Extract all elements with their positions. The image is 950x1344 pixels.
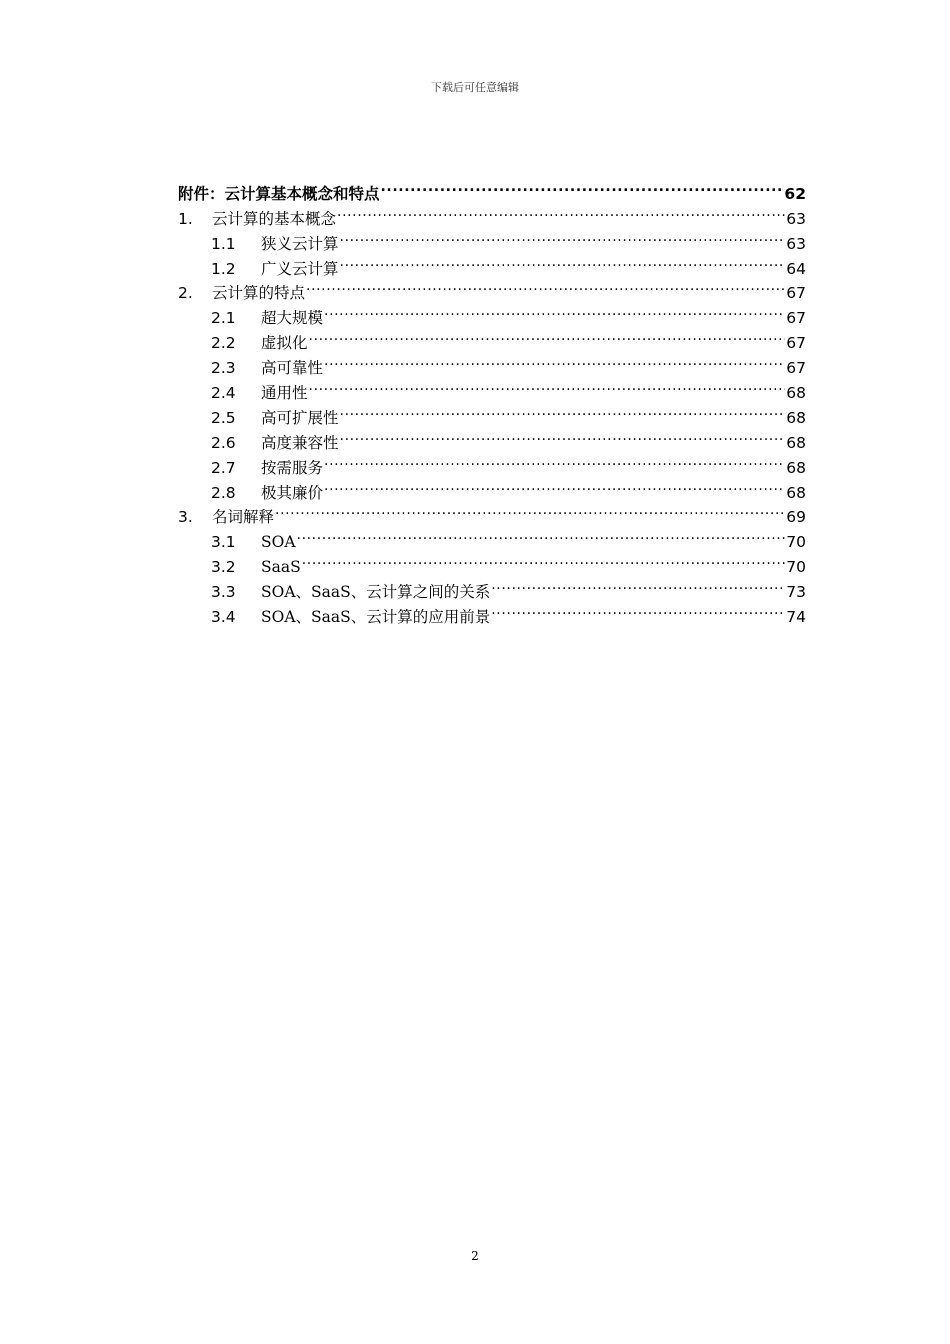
toc-entry-title: 按需服务 — [261, 458, 324, 477]
toc-dot-leader — [340, 249, 786, 274]
toc-entry-number: 2.8 — [211, 483, 236, 502]
toc-dot-leader — [302, 547, 786, 572]
toc-entry-title: SaaS — [261, 558, 301, 577]
toc-entry-page: 68 — [786, 408, 806, 427]
page-number: 2 — [471, 1249, 479, 1263]
toc-dot-leader — [324, 473, 785, 498]
toc-entry-page: 73 — [786, 583, 806, 602]
toc-entry-page: 68 — [786, 483, 806, 502]
toc-entry-title: 高度兼容性 — [261, 433, 339, 452]
toc-entry-title: 高可扩展性 — [261, 408, 339, 427]
toc-entry-title: 高可靠性 — [261, 359, 324, 378]
table-of-contents — [178, 174, 806, 627]
toc-dot-leader — [297, 522, 786, 547]
toc-entry-page: 70 — [786, 558, 806, 577]
toc-entry-page: 68 — [786, 433, 806, 452]
toc-entry-number: 2.7 — [211, 458, 236, 477]
toc-entry-number: 2.5 — [211, 408, 236, 427]
toc-entry-page: 64 — [786, 259, 806, 278]
toc-entry-title: 极其廉价 — [261, 483, 324, 502]
toc-entry-number: 3.2 — [211, 558, 236, 577]
toc-entry-number: 3.1 — [211, 533, 236, 552]
toc-dot-leader — [309, 323, 786, 348]
page-header: 下载后可任意编辑 — [431, 81, 519, 94]
toc-entry-title: 名词解释 — [212, 508, 275, 527]
toc-entry-number: 2.1 — [211, 309, 236, 328]
toc-entry-title: 云计算的基本概念 — [212, 209, 337, 228]
toc-entry-page: 62 — [784, 184, 806, 203]
toc-entry-page: 67 — [786, 359, 806, 378]
toc-dot-leader — [491, 572, 785, 597]
toc-entry-appendix[interactable] — [178, 174, 806, 203]
toc-dot-leader — [324, 348, 785, 373]
toc-dot-leader — [340, 224, 786, 249]
toc-entry-title: 虚拟化 — [261, 334, 308, 353]
toc-dot-leader — [306, 274, 785, 299]
toc-entry-page: 67 — [786, 334, 806, 353]
toc-entry-page: 67 — [786, 309, 806, 328]
toc-dot-leader — [309, 373, 786, 398]
toc-entry-page: 63 — [786, 209, 806, 228]
toc-entry-title: SOA — [261, 533, 296, 552]
toc-entry-number: 2.2 — [211, 334, 236, 353]
toc-entry-title: SOA、SaaS、云计算之间的关系 — [261, 583, 491, 602]
toc-entry-number: 3. — [178, 508, 193, 527]
toc-entry-number: 1.1 — [211, 234, 236, 253]
toc-entry-title: 附件：云计算基本概念和特点 — [178, 183, 380, 203]
toc-entry-title: 广义云计算 — [261, 259, 339, 278]
toc-entry-number: 2.6 — [211, 433, 236, 452]
toc-entry-number: 2.3 — [211, 359, 236, 378]
toc-entry-page: 68 — [786, 458, 806, 477]
toc-entry-title: 通用性 — [261, 384, 308, 403]
toc-dot-leader — [275, 498, 785, 523]
toc-entry-title: 狭义云计算 — [261, 234, 339, 253]
toc-entry-number: 1. — [178, 209, 193, 228]
toc-entry-number: 2.4 — [211, 384, 236, 403]
toc-entry-page: 69 — [786, 508, 806, 527]
toc-entry-title: 超大规模 — [261, 309, 324, 328]
toc-entry-page: 74 — [786, 608, 806, 627]
toc-entry-title: 云计算的特点 — [212, 284, 306, 303]
toc-entry-page: 63 — [786, 234, 806, 253]
toc-entry-number: 1.2 — [211, 259, 236, 278]
toc-dot-leader — [340, 423, 786, 448]
toc-entry-number: 2. — [178, 284, 193, 303]
toc-dot-leader — [340, 398, 786, 423]
toc-dot-leader — [324, 298, 785, 323]
toc-entry-page: 70 — [786, 533, 806, 552]
toc-dot-leader — [381, 174, 784, 199]
toc-entry-number: 3.4 — [211, 608, 236, 627]
toc-entry-title: SOA、SaaS、云计算的应用前景 — [261, 608, 491, 627]
toc-entry-page: 68 — [786, 384, 806, 403]
toc-dot-leader — [337, 199, 785, 224]
toc-entry-page: 67 — [786, 284, 806, 303]
toc-dot-leader — [491, 597, 785, 622]
toc-dot-leader — [324, 448, 785, 473]
toc-entry-number: 3.3 — [211, 583, 236, 602]
